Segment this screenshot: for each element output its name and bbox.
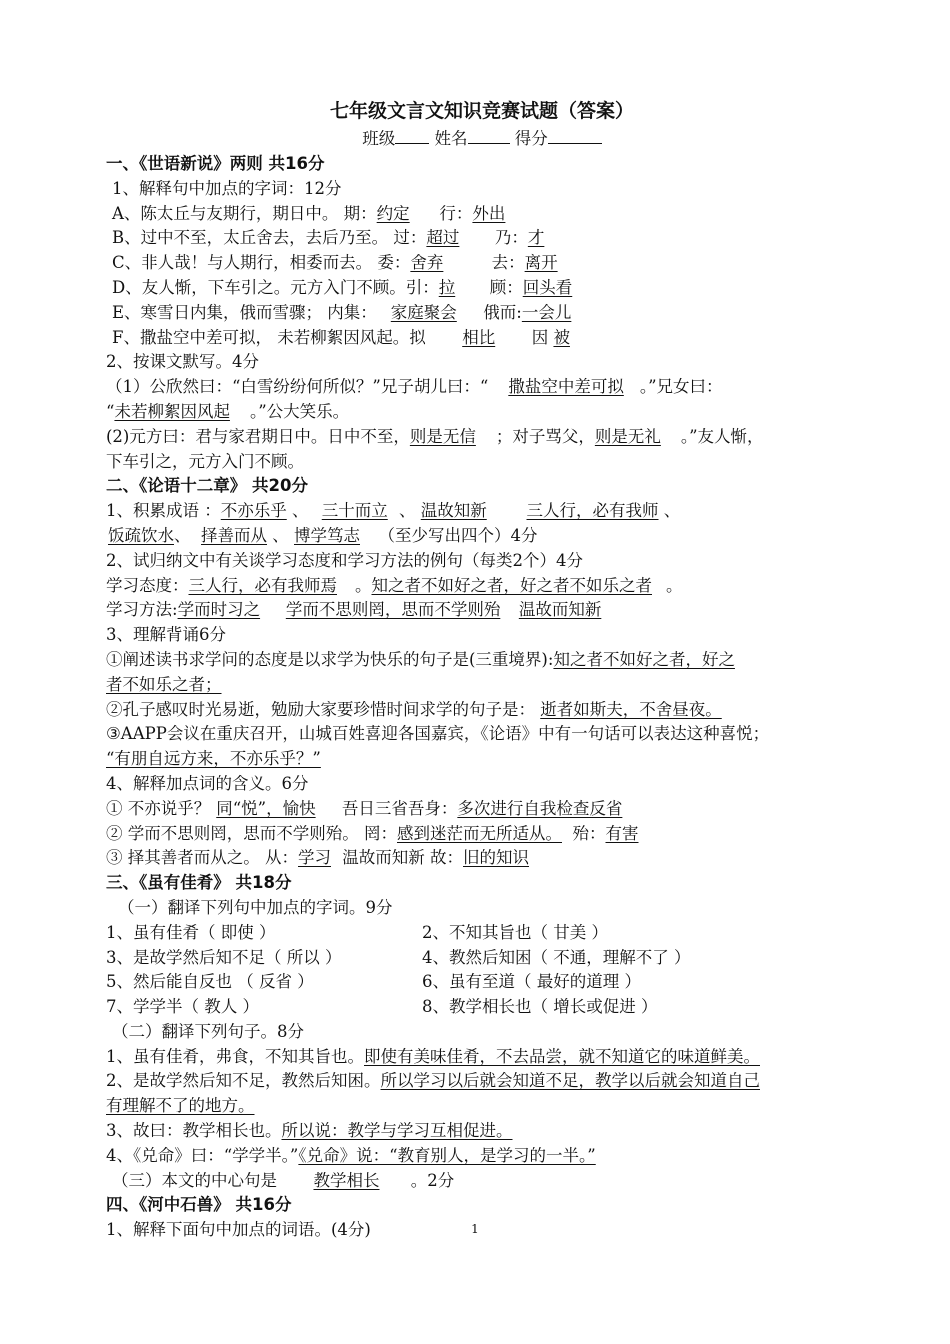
question-text: A、陈太丘与友期行，期日中。 期： [112, 203, 377, 223]
answer-text: 温故而知新 [518, 600, 602, 620]
question-text: 行： [439, 203, 473, 223]
answer-text: 约定 [376, 203, 410, 223]
question-row [106, 921, 858, 946]
question-row [106, 946, 858, 971]
answer-text: 所以学习以后就会知道不足，教学以后就会知道自己 [380, 1071, 760, 1091]
answer-text: 撒盐空中差可拟 [508, 377, 624, 397]
question-text: 4、解释加点词的含义。6分 [106, 773, 309, 793]
question-line [106, 400, 858, 425]
answer-text: 多次进行自我检查反省 [457, 798, 623, 818]
answer-text: 超过 [426, 228, 460, 248]
section-heading: 四、《河中石兽》 共16分 [106, 1195, 292, 1215]
question-text: 下车引之，元方入门不顾。 [106, 451, 304, 471]
question-text: 2、按课文默写。4分 [106, 352, 259, 372]
question-line [106, 698, 858, 723]
question-text: ②孔子感叹时光易逝，勉励大家要珍惜时间求学的句子是： [106, 699, 535, 719]
question-text: 4、《兑命》曰：“学学半。” [106, 1145, 299, 1165]
question-line [106, 425, 858, 450]
question-text: 2、是故学然后知不足，教然后知困。 [106, 1071, 381, 1091]
question-line [106, 301, 858, 326]
section-heading: 二、《论语十二章》 共20分 [106, 476, 308, 496]
idiom-answer: 择善而从 [201, 525, 267, 545]
question-text: ③AAPP会议在重庆召开，山城百姓喜迎各国嘉宾，《论语》中有一句话可以表达这种喜悦； [106, 724, 770, 744]
question-line [106, 1144, 858, 1169]
question-line [106, 1119, 858, 1144]
question-text: 吾日三省吾身： [341, 798, 458, 818]
question-text: 顾： [489, 277, 523, 297]
question-text: C、非人哉！与人期行，相委而去。 委： [112, 253, 411, 273]
question-text: 乃： [494, 228, 528, 248]
section-heading: 三、《虽有佳肴》 共18分 [106, 873, 292, 893]
question-line [106, 673, 858, 698]
answer-text: 相比 [462, 327, 496, 347]
idiom-answer: 三十而立 [321, 501, 388, 521]
answer-text: 有害 [605, 823, 639, 843]
question-text: 1、解释下面句中加点的词语。(4分) [106, 1220, 371, 1240]
idiom-answer: 饭疏饮水 [108, 525, 174, 545]
question-text: 7、学学半（ 教人 ） [106, 997, 259, 1017]
question-text: （三）本文的中心句是 [112, 1170, 277, 1190]
question-text: 学习态度： [106, 575, 189, 595]
answer-text: 知之者不如好之者，好之者不如乐之者 [371, 575, 652, 595]
document-content [106, 96, 858, 1243]
question-line [106, 202, 858, 227]
answer-text: 学而时习之 [177, 600, 261, 620]
question-line [106, 797, 858, 822]
question-text: 1、虽有佳肴（ 即使 ） [106, 922, 276, 942]
answer-text: 同“悦”，愉快 [216, 798, 316, 818]
question-text: 2、试归纳文中有关谈学习态度和学习方法的例句（每类2个）4分 [106, 550, 583, 570]
page-title: 七年级文言文知识竞赛试题（答案） [329, 100, 634, 122]
score-blank [548, 126, 602, 144]
question-text: 因 [531, 327, 549, 347]
question-text: 。2分 [410, 1170, 455, 1190]
idiom-answer: 博学笃志 [294, 525, 360, 545]
question-text: (2)元方曰：君与家君期日中。日中不至， [106, 426, 410, 446]
answer-text: 未若柳絮因风起 [114, 401, 230, 421]
question-line [106, 1169, 858, 1194]
question-row [106, 970, 858, 995]
question-text: 4、教然后知困（ 不通，理解不了 ） [422, 947, 691, 967]
answer-text: 所以说：教学与学习互相促进。 [281, 1121, 513, 1141]
answer-text: 回头看 [522, 277, 573, 297]
question-line [106, 1094, 858, 1119]
question-line: 学习态度：三人行，必有我师焉 。知之者不如好之者，好之者不如乐之者 。 [106, 575, 683, 595]
answer-text: 则是无信 [409, 426, 476, 446]
answer-text: 离开 [524, 253, 558, 273]
answer-text: 《兑命》说：“教育别人，是学习的一半。” [298, 1145, 596, 1165]
question-text: 1、虽有佳肴，弗食，不知其旨也。 [106, 1046, 364, 1066]
question-text: 3、理解背诵6分 [106, 625, 226, 645]
question-line [106, 1069, 858, 1094]
answer-text: 外出 [472, 203, 506, 223]
idiom-answer: 三人行，必有我师 [526, 501, 659, 521]
name-blank [468, 126, 510, 144]
question-text: 1、积累成语 ： [106, 501, 221, 521]
question-text: ③ 择其善者而从之。 从： [106, 848, 298, 868]
name-label: 姓名 [434, 129, 468, 148]
question-line [106, 846, 858, 871]
question-text: （1）公欣然曰：“白雪纷纷何所似？”兄子胡儿曰：“ [106, 377, 489, 397]
question-line [106, 276, 858, 301]
idiom-line: 饭疏饮水、 择善而从 、 博学笃志 （至少写出四个）4分 [108, 525, 538, 545]
answer-text: 才 [527, 228, 545, 248]
answer-text: 有理解不了的地方。 [106, 1096, 255, 1116]
answer-text: 被 [553, 327, 570, 347]
question-row [106, 995, 858, 1020]
question-text: 5、然后能自反也 （ 反省 ） [106, 972, 314, 992]
idiom-answer: 不亦乐乎 [220, 501, 287, 521]
question-line [106, 747, 858, 772]
question-text: 8、教学相长也（ 增长或促进 ） [422, 997, 658, 1017]
question-text: ① 不亦说乎？ [106, 798, 211, 818]
question-text: 温故而知新 故： [342, 848, 463, 868]
answer-text: 逝者如斯夫，不舍昼夜。 [540, 699, 722, 719]
question-text: 1、解释句中加点的字词：12分 [112, 178, 342, 198]
answer-text: “有朋自远方来，不亦乐乎？” [106, 749, 321, 769]
answer-text: 一会儿 [521, 302, 572, 322]
answer-text: 学而不思则罔，思而不学则殆 [285, 600, 501, 620]
question-line [106, 648, 858, 673]
answer-text: 舍弃 [410, 253, 444, 273]
answer-text: 即使有美味佳肴，不去品尝，就不知道它的味道鲜美。 [364, 1046, 760, 1066]
question-text: （至少写出四个）4分 [378, 525, 538, 545]
question-text: B、过中不至，太丘舍去，去后乃至。 过： [112, 228, 427, 248]
answer-text: 则是无礼 [594, 426, 661, 446]
question-text: 6、虽有至道（ 最好的道理 ） [422, 972, 641, 992]
question-text: 。”友人惭， [680, 426, 764, 446]
question-text: 3、故曰：教学相长也。 [106, 1121, 282, 1141]
question-text: ② 学而不思则罔，思而不学则殆。 罔： [106, 823, 397, 843]
answer-text: 学习 [298, 848, 331, 868]
question-text: 2、不知其旨也（ 甘美 ） [422, 922, 608, 942]
question-line [106, 226, 858, 251]
question-text: 去： [491, 253, 525, 273]
question-line [106, 251, 858, 276]
answer-text: 家庭聚会 [390, 302, 457, 322]
question-line [106, 598, 858, 623]
question-text: （二）翻译下列句子。8分 [112, 1021, 304, 1041]
class-label: 班级 [362, 129, 396, 148]
answer-text: 旧的知识 [463, 848, 529, 868]
answer-text: 者不如乐之者； [106, 674, 222, 694]
answer-text: 三人行，必有我师焉 [188, 575, 337, 595]
page-number: 1 [471, 1222, 479, 1236]
question-line [106, 326, 858, 351]
question-text: E、寒雪日内集，俄而雪骤； 内集： [112, 302, 377, 322]
section-heading: 一、《世语新说》两则 共16分 [106, 154, 325, 173]
question-text: D、友人惭，下车引之。元方入门不顾。引： [112, 277, 439, 297]
question-line [106, 1045, 858, 1070]
question-text: 3、是故学然后知不足（ 所以 ） [106, 947, 342, 967]
question-text: F、撒盐空中差可拟， 未若柳絮因风起。拟 [112, 327, 426, 347]
question-text: （一）翻译下列句中加点的字词。9分 [118, 897, 393, 917]
student-info-line [106, 126, 858, 152]
question-line [106, 822, 858, 847]
question-text: 。”兄女曰： [639, 377, 723, 397]
score-label: 得分 [514, 129, 548, 148]
idiom-answer: 温故知新 [420, 501, 487, 521]
question-text: ①阐述读书求学问的态度是以求学为快乐的句子是(三重境界): [106, 649, 554, 669]
class-blank [395, 126, 429, 144]
question-text: 学习方法: [106, 600, 178, 620]
question-text: 俄而: [483, 302, 522, 322]
question-text: “ [106, 401, 115, 421]
question-text: 。”公大笑乐。 [249, 401, 350, 421]
answer-text: 知之者不如好之者，好之 [553, 649, 735, 669]
question-line [106, 375, 858, 400]
question-text: ；对子骂父， [495, 426, 595, 446]
idiom-line: 1、积累成语 ：不亦乐乎 、 三十而立 、 温故知新 三人行，必有我师 、 [106, 501, 681, 521]
answer-text: 感到迷茫而无所适从。 [397, 823, 562, 843]
answer-text: 教学相长 [313, 1170, 380, 1190]
answer-text: 拉 [438, 277, 456, 297]
question-text: 殆： [572, 823, 606, 843]
